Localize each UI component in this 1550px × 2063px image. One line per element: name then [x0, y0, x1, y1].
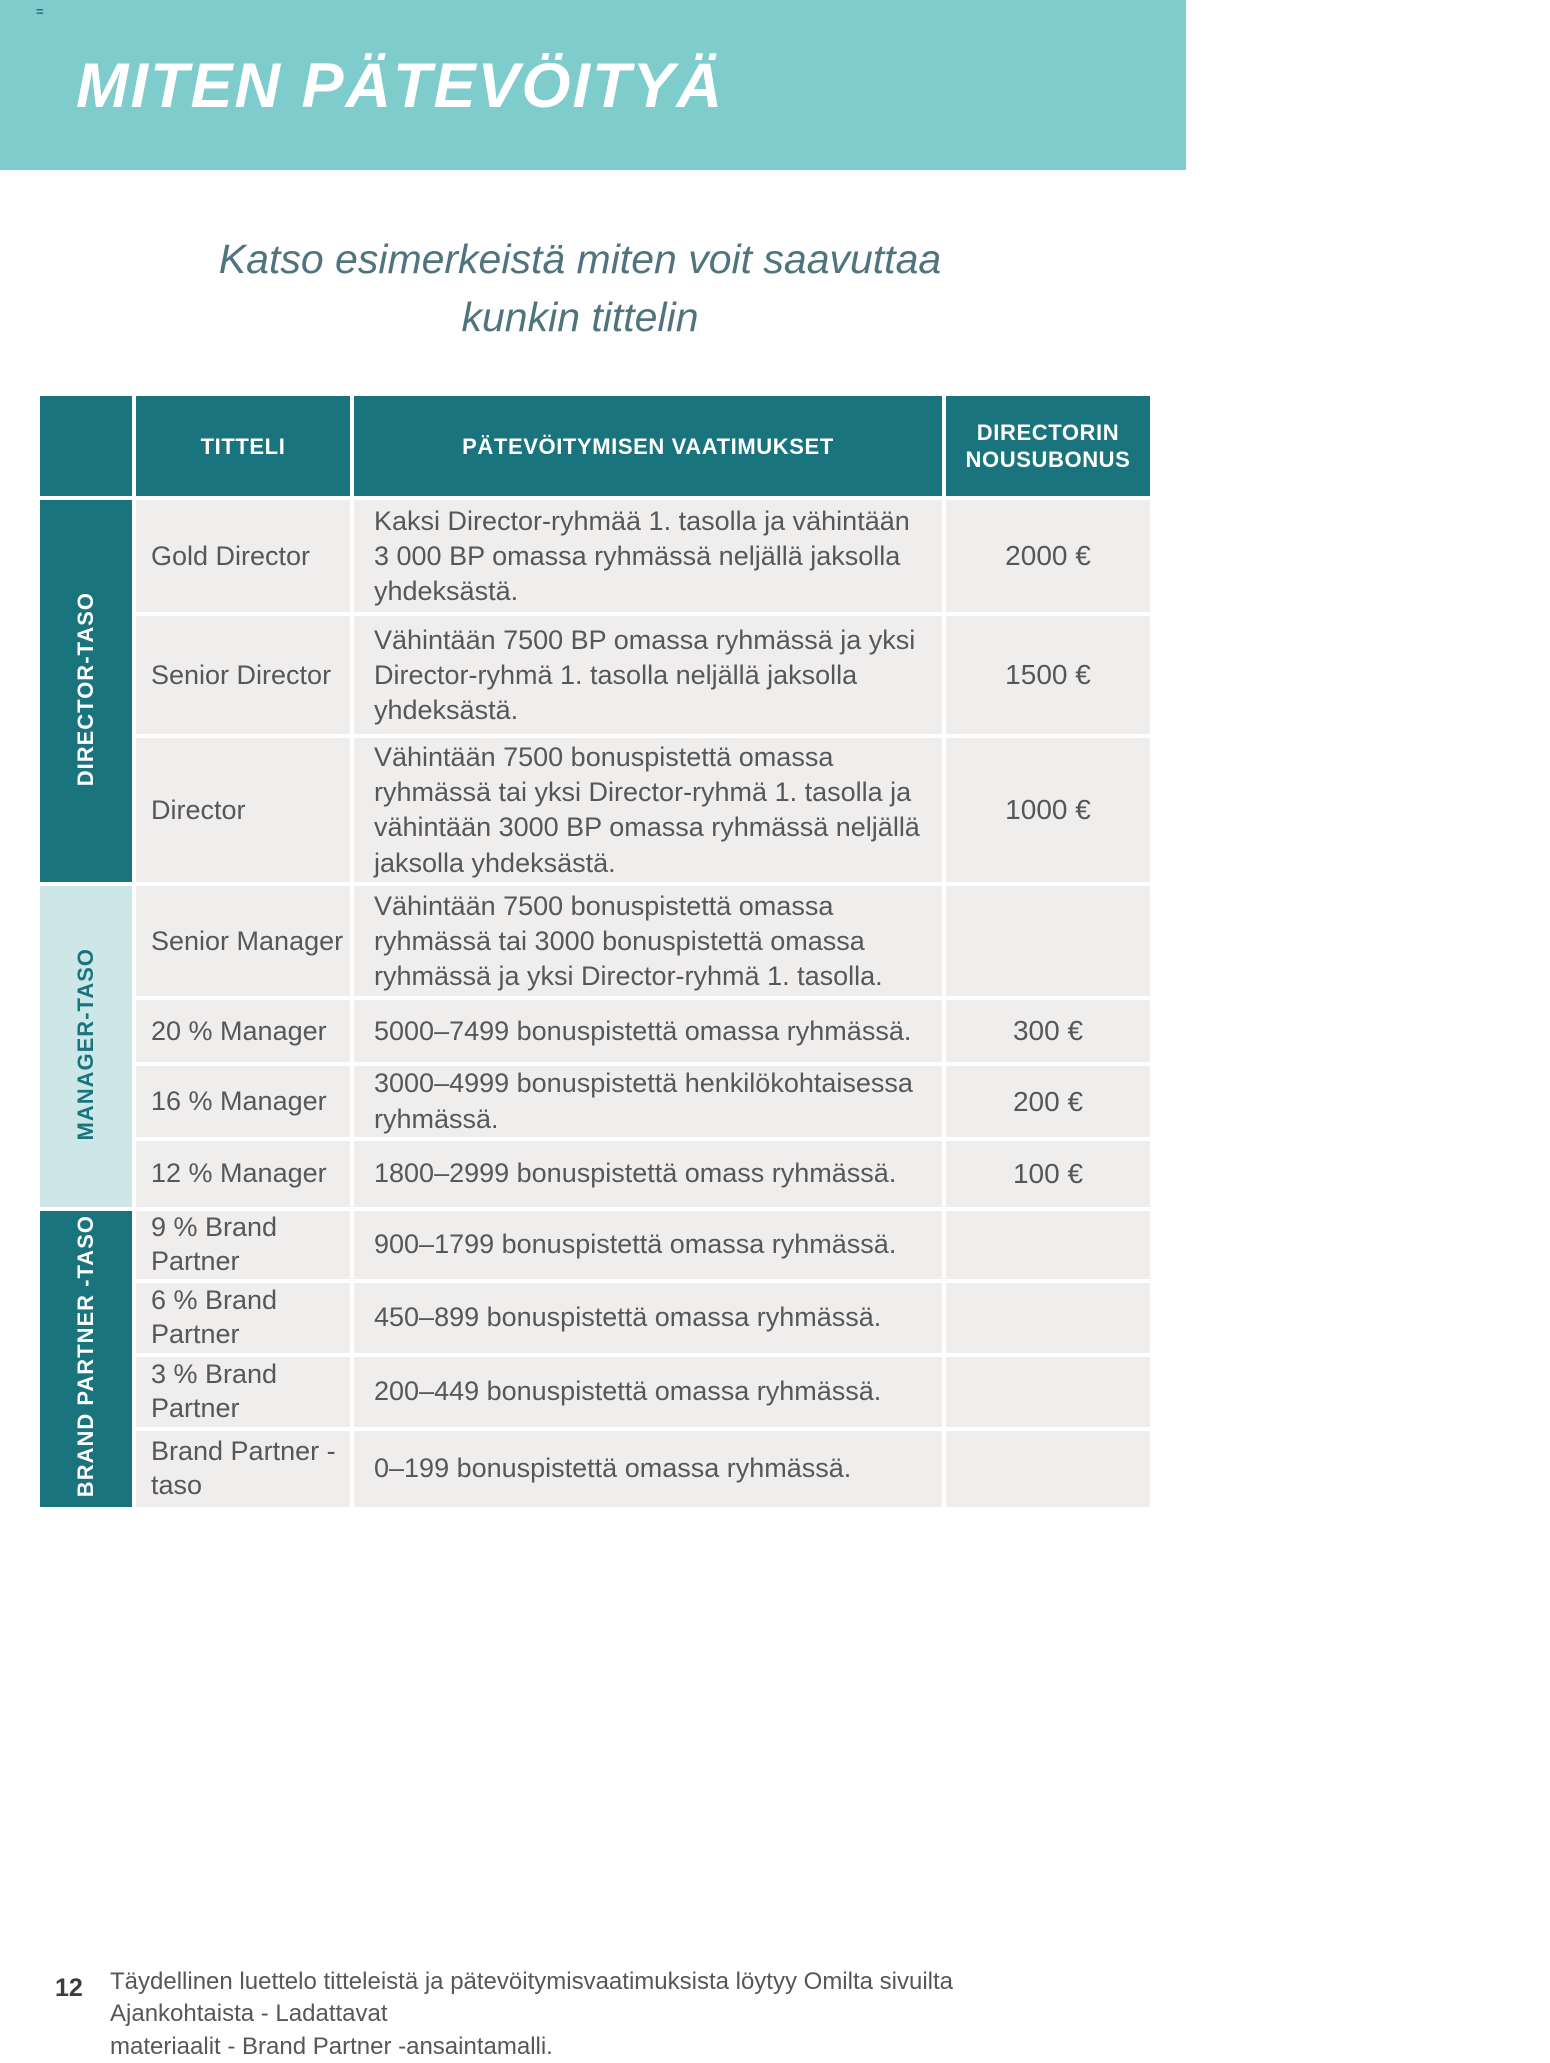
tier-label: DIRECTOR-TASO: [73, 591, 98, 787]
header-bonus-cell: DIRECTORIN NOUSUBONUS: [946, 396, 1150, 496]
requirements-cell: Vähintään 7500 bonuspistettä omassa ryhmässä tai 3000 bonuspistettä omassa ryhmässä ja yksi Director-ryhmä 1. tasolla.: [354, 886, 942, 996]
tier-cell-brand-partner: [40, 1211, 132, 1507]
bonus-cell: 100 €: [946, 1141, 1150, 1207]
corner-mark: =: [36, 4, 44, 19]
bonus-cell: 300 €: [946, 1000, 1150, 1062]
requirements-cell: 5000–7499 bonuspistettä omassa ryhmässä.: [354, 1000, 942, 1062]
tier-cell-manager: [40, 886, 132, 1206]
table-row: [40, 1431, 1150, 1507]
bonus-cell: 2000 €: [946, 500, 1150, 612]
page-subtitle: [0, 230, 1160, 346]
requirements-cell: 0–199 bonuspistettä omassa ryhmässä.: [354, 1431, 942, 1507]
footer-note-line-2: materiaalit - Brand Partner -ansaintamalli.: [110, 2032, 553, 2060]
requirements-cell: 3000–4999 bonuspistettä henkilökohtaisessa ryhmässä.: [354, 1066, 942, 1136]
requirements-cell: 900–1799 bonuspistettä omassa ryhmässä.: [354, 1211, 942, 1279]
title-cell: Director: [136, 738, 350, 882]
header-title-cell: TITTELI: [136, 396, 350, 496]
header-banner: [0, 0, 1186, 170]
requirements-cell: 200–449 bonuspistettä omassa ryhmässä.: [354, 1357, 942, 1427]
table-header-row: [40, 396, 1150, 496]
table-row: [40, 1066, 1150, 1136]
table-row: [40, 1000, 1150, 1062]
title-cell: Senior Manager: [136, 886, 350, 996]
subtitle-line-2: kunkin tittelin: [461, 294, 699, 341]
requirements-cell: Vähintään 7500 bonuspistettä omassa ryhmässä tai yksi Director-ryhmä 1. tasolla ja vähintään 3000 BP omassa ryhmässä neljällä jaksolla yhdeksästä.: [354, 738, 942, 882]
bonus-cell: 1500 €: [946, 616, 1150, 734]
requirements-cell: 450–899 bonuspistettä omassa ryhmässä.: [354, 1283, 942, 1353]
title-cell: 12 % Manager: [136, 1141, 350, 1207]
subtitle-line-1: Katso esimerkeistä miten voit saavuttaa: [218, 236, 942, 282]
requirements-cell: 1800–2999 bonuspistettä omass ryhmässä.: [354, 1141, 942, 1207]
title-cell: Brand Partner -taso: [136, 1431, 350, 1507]
header-requirements-cell: PÄTEVÖITYMISEN VAATIMUKSET: [354, 396, 942, 496]
tier-cell-director: [40, 500, 132, 882]
bonus-cell: [946, 1431, 1150, 1507]
table-row: [40, 886, 1150, 996]
table-row: [40, 1283, 1150, 1353]
title-cell: 6 % Brand Partner: [136, 1283, 350, 1353]
table-row: [40, 738, 1150, 882]
tier-label: BRAND PARTNER -TASO: [73, 1215, 98, 1498]
title-cell: 3 % Brand Partner: [136, 1357, 350, 1427]
title-cell: 9 % Brand Partner: [136, 1211, 350, 1279]
table-row: [40, 500, 1150, 612]
tier-label: MANAGER-TASO: [73, 947, 98, 1141]
footer-note: [110, 1966, 1060, 2063]
header-tier-cell: [40, 396, 132, 496]
title-cell: 20 % Manager: [136, 1000, 350, 1062]
title-cell: Senior Director: [136, 616, 350, 734]
table-row: [40, 1357, 1150, 1427]
bonus-cell: 200 €: [946, 1066, 1150, 1136]
title-cell: Gold Director: [136, 500, 350, 612]
title-cell: 16 % Manager: [136, 1066, 350, 1136]
table-row: [40, 616, 1150, 734]
page-number: 12: [55, 1974, 83, 2002]
page-footer: [0, 1966, 1186, 2063]
footer-note-line-1: Täydellinen luettelo titteleistä ja pätevöitymisvaatimuksista löytyy Omilta sivuilta Ajankohtaista - Ladattavat: [110, 1968, 954, 2028]
bonus-cell: 1000 €: [946, 738, 1150, 882]
requirements-cell: Kaksi Director-ryhmää 1. tasolla ja vähintään 3 000 BP omassa ryhmässä neljällä jaksolla yhdeksästä.: [354, 500, 942, 612]
qualification-table: [36, 392, 1154, 1510]
page-title: MITEN PÄTEVÖITYÄ: [76, 51, 725, 121]
requirements-cell: Vähintään 7500 BP omassa ryhmässä ja yksi Director-ryhmä 1. tasolla neljällä jaksolla yhdeksästä.: [354, 616, 942, 734]
bonus-cell: [946, 886, 1150, 996]
bonus-cell: [946, 1357, 1150, 1427]
bonus-cell: [946, 1283, 1150, 1353]
table-row: [40, 1211, 1150, 1279]
table-row: [40, 1141, 1150, 1207]
bonus-cell: [946, 1211, 1150, 1279]
